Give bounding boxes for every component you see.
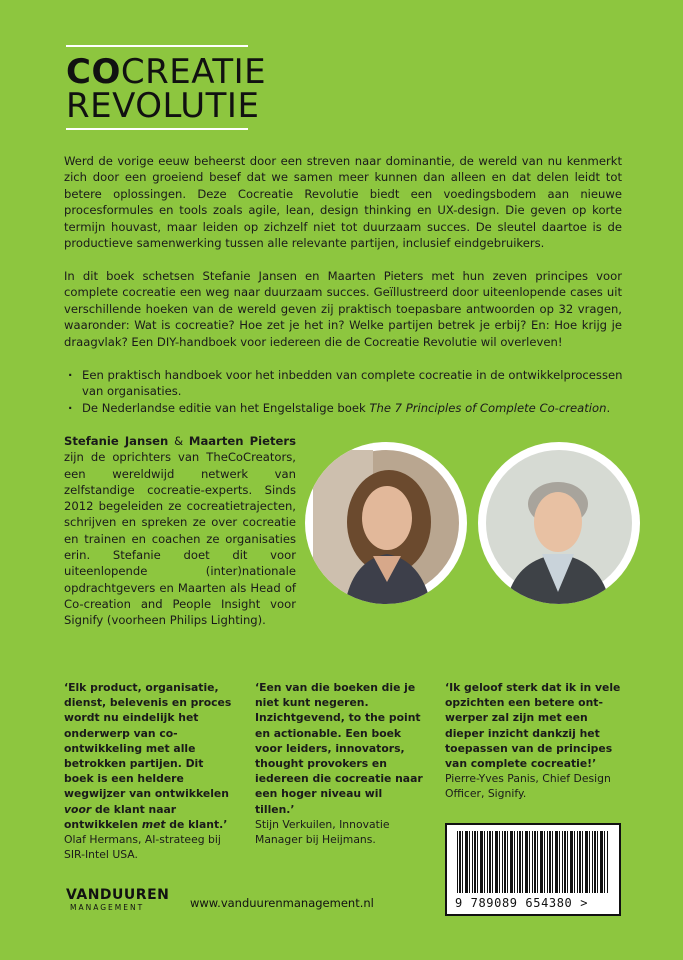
quote-1: ‘Elk product, organisatie, dienst, belevenis en proces wordt nu eindelijk het onderwerp van co-ontwikkeling met alle betrokken partijen. Dit boek is een heldere wegwijzer van ontwikkelen voor de klant naar ontwikkelen met de klant.’ Olaf Hermans, AI-strateeg bij SIR-Intel USA. <box>64 681 232 862</box>
feature-list <box>64 367 624 416</box>
title-co: CO <box>66 52 121 92</box>
portrait-man-icon <box>478 442 640 604</box>
title-rule-bottom <box>66 128 248 130</box>
isbn-barcode <box>445 823 621 916</box>
publisher-url[interactable]: www.vanduurenmanagement.nl <box>190 896 374 910</box>
quote-3-author: Pierre-Yves Panis, Chief Design Officer, Signify. <box>445 772 611 801</box>
title-rule-top <box>66 45 248 47</box>
title-creatie: CREATIE <box>120 52 267 92</box>
list-item: · De Nederlandse editie van het Engelstalige boek The 7 Principles of Complete Co-creation. <box>64 400 624 416</box>
title-revolutie: REVOLUTIE <box>66 86 260 126</box>
author-bio: Stefanie Jansen & Maarten Pieters zijn de oprichters van TheCoCreators, een wereldwijd netwerk van zelfstandige cocreatie-experts. Sinds 2012 begeleiden ze cocreatietrajecten, schrijven en spreken ze over cocreatie en trainen en coachen ze organisaties erin. Stefanie doet dit voor uiteenlopende (inter)nationale opdrachtgevers en Maarten als Head of Co-creation and People Insight voor Signify (voorheen Philips Lighting). <box>64 434 296 628</box>
quote-2: ‘Een van die boeken die je niet kunt negeren. Inzichtgevend, to the point en actionable. Een boek voor leiders, innovators, thought provokers en iedereen die cocreatie naar een hoger niveau wil tillen.’ Stijn Verkuilen, Innovatie Manager bij Heijmans. <box>255 680 425 847</box>
quote-3: ‘Ik geloof sterk dat ik in vele opzichten een betere ontwerper zal zijn met een dieper inzicht dankzij het toepassen van de principes van complete cocreatie!’ Pierre-Yves Panis, Chief Design Officer, Signify. <box>445 681 621 801</box>
list-item: · Een praktisch handboek voor het inbedden van complete cocreatie in de ontwikkelprocessen van organisaties. <box>64 367 624 400</box>
portrait-woman-icon <box>305 442 467 604</box>
quote-2-author: Stijn Verkuilen, Innovatie Manager bij Heijmans. <box>255 817 390 847</box>
barcode-icon <box>457 831 609 893</box>
quote-1-author: Olaf Hermans, AI-strateeg bij SIR-Intel USA. <box>64 833 221 862</box>
publisher-logo: VANDUUREN <box>66 887 170 903</box>
author-photo-maarten <box>478 442 640 604</box>
intro-paragraph: Werd de vorige eeuw beheerst door een streven naar dominantie, de wereld van nu kenmerkt zich door een groeiend besef dat we samen meer kunnen dan alleen en dat delen leidt tot betere oplossingen. Deze Cocreatie Revolutie biedt een voedingsbodem aan nieuwe procesformules en tools zoals agile, lean, design thinking en UX-design. Die geven op korte termijn houvast, maar leiden op zichzelf niet tot duurzaam succes. De sleutel daartoe is de productieve samenwerking tussen alle relevante partijen, inclusief eindgebruikers. <box>64 154 622 251</box>
isbn-number: 9 789089 654380 > <box>455 896 589 910</box>
publisher-logo-sub: MANAGEMENT <box>70 903 145 912</box>
summary-paragraph: In dit boek schetsen Stefanie Jansen en Maarten Pieters met hun zeven principes voor complete cocreatie een weg naar duurzaam succes. Geïllustreerd door uiteenlopende cases uit verschillende hoeken van de wereld geven zij praktisch toepasbare antwoorden op 32 vragen, waaronder: Wat is cocreatie? Hoe zet je het in? Welke partijen betrek je erbij? En: Hoe krijg je draagvlak? Een DIY-handboek voor iedereen die de Cocreatie Revolutie wil overleven! <box>64 269 622 349</box>
book-title <box>66 52 267 126</box>
author-photo-stefanie <box>305 442 467 604</box>
